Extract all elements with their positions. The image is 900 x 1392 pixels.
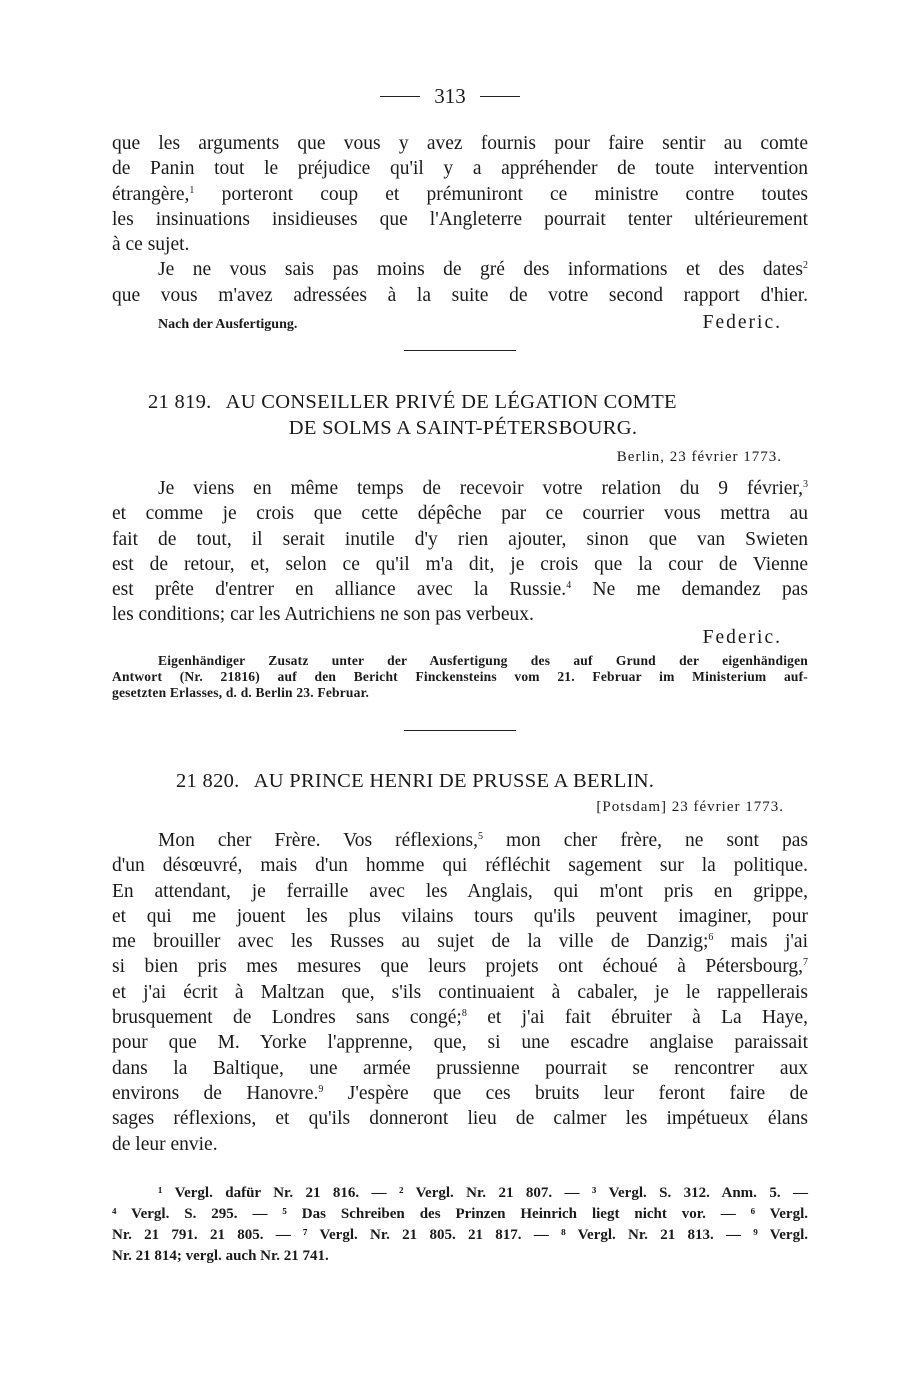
letter-title: AU PRINCE HENRI DE PRUSSE A BERLIN. [253,770,655,792]
text-line: est de retour, et, selon ce qu'il m'a dit, je crois que la cour de Vienne [112,553,808,575]
separator-rule [404,730,516,731]
page-header [0,84,900,109]
text-line: fait de tout, il serait inutile d'y rien ajouter, sinon que van Swieten [112,528,808,550]
text-line: et j'ai écrit à Maltzan que, s'ils continuaient à cabaler, je le rappellerais [112,981,808,1003]
text-line: que vous m'avez adressées à la suite de votre second rapport d'hier. [112,284,808,306]
text-line: me brouiller avec les Russes au sujet de la ville de Danzig;$^6$ mais j'ai [112,931,809,953]
signature: Federic. [702,312,782,333]
note-line: gesetzten Erlasses, d. d. Berlin 23. Februar. [112,685,370,700]
signature: Federic. [702,627,782,648]
letter-date: 23 février 1773. [669,449,782,465]
letter-body [112,476,808,628]
letter-dateline [112,449,782,466]
letter-body [112,828,808,1157]
footnotes [112,1183,808,1267]
letter-title-line2: DE SOLMS A SAINT-PÉTERSBOURG. [288,417,638,439]
letter-date: 23 février 1773. [671,799,784,815]
text-line: les insinuations insidieuses que l'Angleterre pourrait tenter ultérieurement [112,208,808,230]
text-line: de Panin tout le préjudice qu'il y a appréhender de toute intervention [112,158,808,180]
text-line: environs de Hanovre.$^9$ J'espère que ces bruits leur feront faire de [112,1082,808,1104]
footnote-line: Nr. 21 814; vergl. auch Nr. 21 741. [112,1248,329,1264]
footnote-line: ¹ Vergl. dafür Nr. 21 816. — ² Vergl. Nr. 21 807. — ³ Vergl. S. 312. Anm. 5. — [158,1185,808,1201]
page-number: 313 [434,84,466,108]
text-line: Je ne vous sais pas moins de gré des informations et des dates$^2$ [158,259,808,281]
text-line: est prête d'entrer en alliance avec la Russie.$^4$ Ne me demandez pas [112,579,809,601]
letter-number: 21 820. [176,770,240,792]
continuation-text [112,131,808,308]
source-note: Nach der Ausfertigung. [158,317,298,332]
text-line: et comme je crois que cette dépêche par ce courrier vous mettra au [112,503,808,525]
letter-place: [Potsdam] [596,799,668,815]
note-line: Antwort (Nr. 21816) auf den Bericht Finckensteins vom 21. Februar im Ministerium auf- [112,669,808,684]
text-line: pour que M. Yorke l'apprenne, que, si une escadre anglaise paraissait [112,1032,808,1054]
text-line: En attendant, je ferraille avec les Anglais, qui m'ont pris en grippe, [112,880,808,902]
header-dash-left [380,96,420,97]
text-line: les conditions; car les Autrichiens ne son pas verbeux. [112,604,534,626]
text-line: d'un désœuvré, mais d'un homme qui réfléchit sagement sur la politique. [112,855,808,877]
letter-title-line1: AU CONSEILLER PRIVÉ DE LÉGATION COMTE [225,391,677,413]
text-line: et qui me jouent les plus vilains tours qu'ils peuvent imaginer, pour [112,905,808,927]
text-line: que les arguments que vous y avez fournis pour faire sentir au comte [112,133,808,154]
letter-dateline [112,799,784,816]
letter-heading [176,768,776,794]
header-dash-right [480,96,520,97]
text-line: étrangère,$^1$ porteront coup et prémuniront ce ministre contre toutes [112,183,808,205]
text-line: sages réflexions, et qu'ils donneront lieu de calmer les impétueux élans [112,1108,808,1130]
text-line: Je viens en même temps de recevoir votre relation du 9 février,$^3$ [158,478,808,499]
footnote-line: Nr. 21 791. 21 805. — ⁷ Vergl. Nr. 21 805. 21 817. — ⁸ Vergl. Nr. 21 813. — ⁹ Vergl. [112,1227,808,1243]
text-line: si bien pris mes mesures que leurs projets ont échoué à Pétersbourg,$^7$ [112,956,808,978]
footnote-line: ⁴ Vergl. S. 295. — ⁵ Das Schreiben des Prinzen Heinrich liegt nicht vor. — ⁶ Vergl. [112,1206,808,1222]
note-line: Eigenhändiger Zusatz unter der Ausfertigung des auf Grund der eigenhändigen [158,653,808,668]
section1-footer [112,312,808,334]
letter-number: 21 819. [148,391,212,413]
separator-rule [404,350,516,351]
letter-place: Berlin, [616,449,666,465]
text-line: Mon cher Frère. Vos réflexions,$^5$ mon cher frère, ne sont pas [158,830,809,851]
text-line: de leur envie. [112,1133,218,1155]
text-line: à ce sujet. [112,234,190,256]
text-line: brusquement de Londres sans congé;$^8$ et j'ai fait ébruiter à La Haye, [112,1007,809,1029]
text-line: dans la Baltique, une armée prussienne pourrait se rencontrer aux [112,1057,808,1079]
editorial-note [112,653,808,701]
letter-heading [148,389,778,441]
